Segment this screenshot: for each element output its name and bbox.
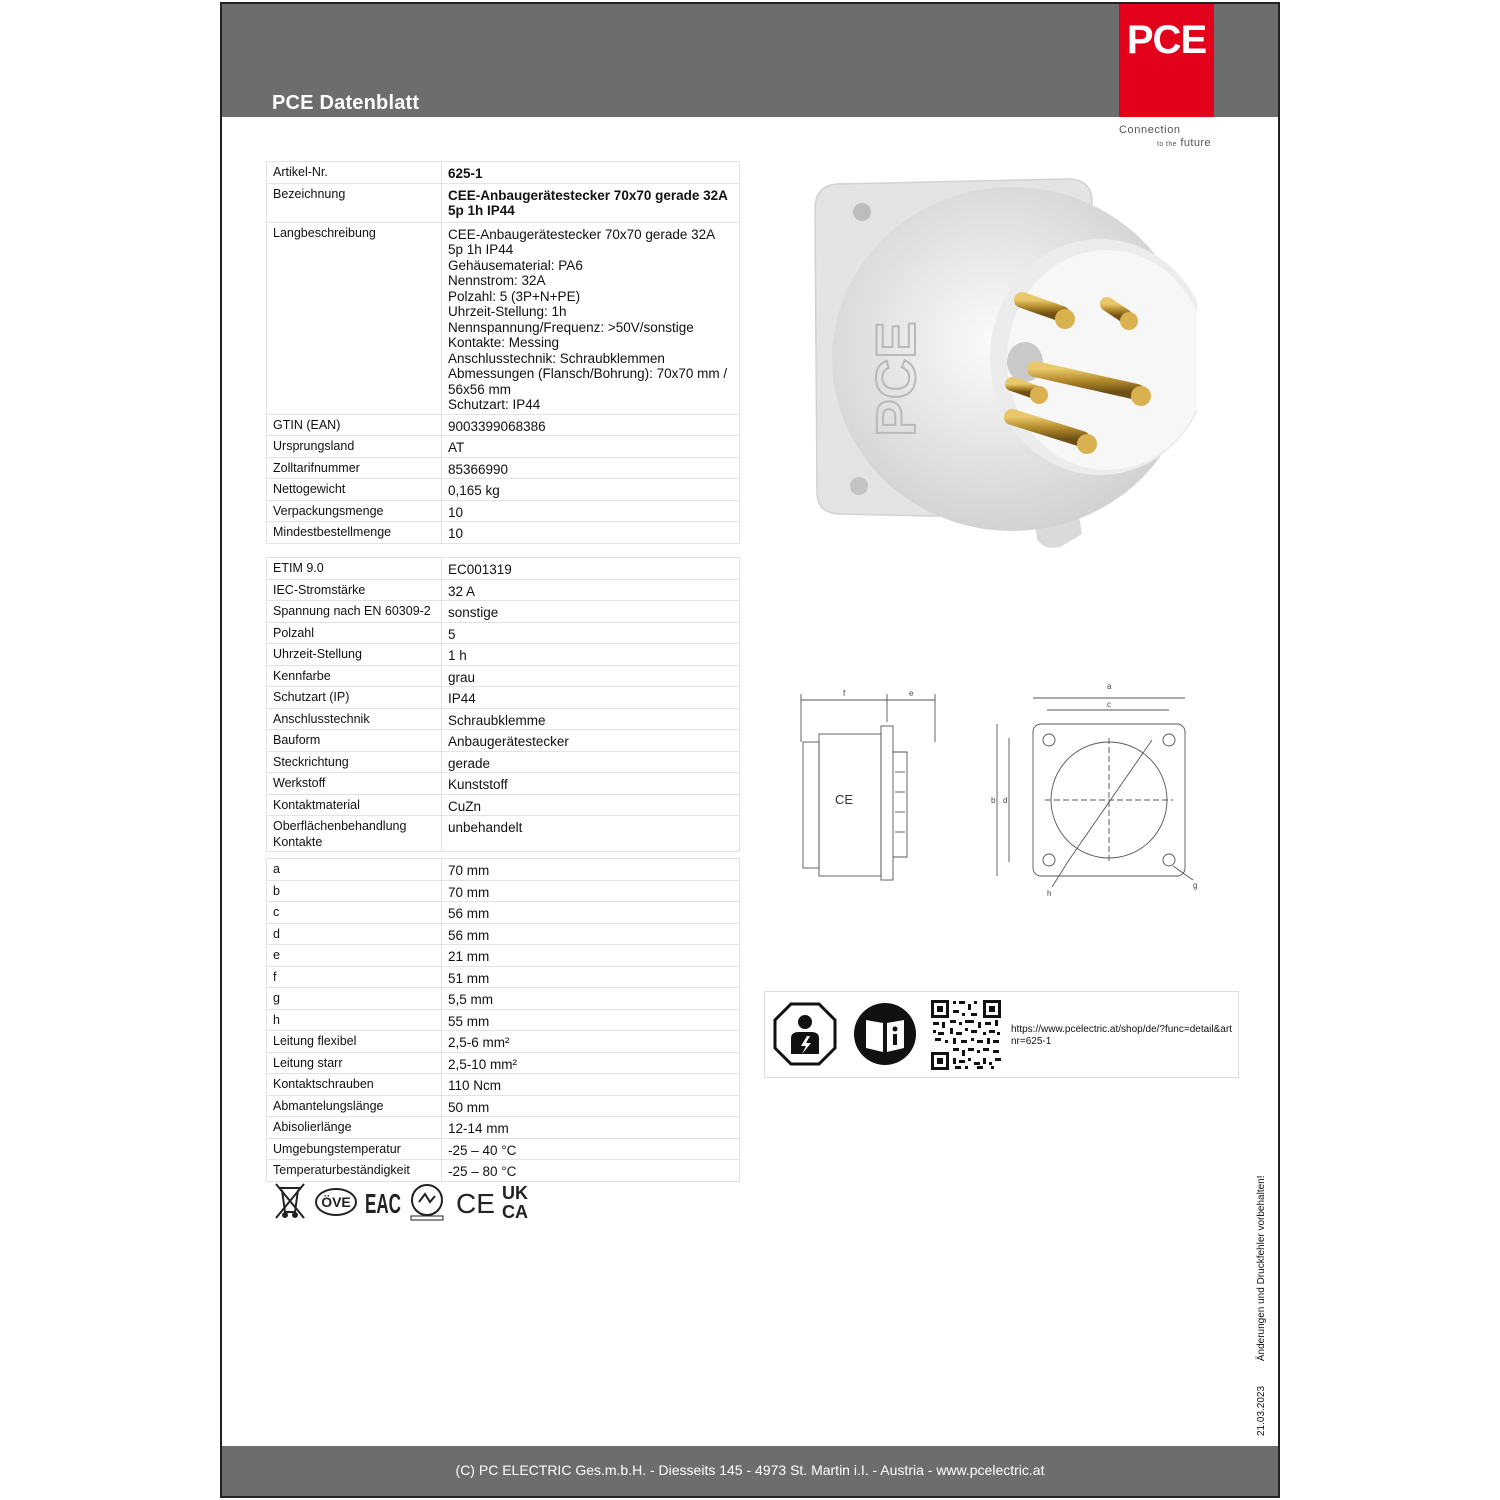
table-row xyxy=(267,923,740,945)
general-table xyxy=(266,161,740,544)
row-label: Uhrzeit-Stellung xyxy=(267,644,442,666)
front-view xyxy=(997,698,1193,887)
row-value: 51 mm xyxy=(442,966,740,988)
hole xyxy=(1163,734,1175,746)
row-value: Anbaugerätestecker xyxy=(442,730,740,752)
row-label: Bauform xyxy=(267,730,442,752)
table-row xyxy=(267,183,740,222)
table-row xyxy=(267,1009,740,1031)
tagline-small: to the xyxy=(1157,141,1177,148)
table-row xyxy=(267,579,740,601)
row-label: Verpackungsmenge xyxy=(267,500,442,522)
electrician-icon xyxy=(775,1004,835,1064)
row-value: grau xyxy=(442,665,740,687)
row-value: -25 – 40 °C xyxy=(442,1138,740,1160)
row-label: a xyxy=(267,859,442,881)
row-label: GTIN (EAN) xyxy=(267,414,442,436)
qr-code-icon[interactable] xyxy=(931,1000,1001,1070)
table-row xyxy=(267,902,740,924)
long-description xyxy=(442,222,740,414)
table-row xyxy=(267,558,740,580)
pin-tip xyxy=(1030,386,1048,404)
row-value: 110 Ncm xyxy=(442,1074,740,1096)
row-value: 70 mm xyxy=(442,859,740,881)
table-row xyxy=(267,1160,740,1182)
row-value: AT xyxy=(442,436,740,458)
desc-line: Polzahl: 5 (3P+N+PE) xyxy=(448,288,581,304)
desc-line: Schutzart: IP44 xyxy=(448,397,541,412)
eac-mark: EAC xyxy=(365,1188,401,1219)
cap xyxy=(803,742,819,868)
pin-block xyxy=(893,752,907,857)
table-row xyxy=(267,644,740,666)
certification-marks xyxy=(272,1180,542,1224)
table-row xyxy=(267,436,740,458)
product-image xyxy=(807,174,1197,554)
table-row xyxy=(267,522,740,544)
row-label: Spannung nach EN 60309-2 xyxy=(267,601,442,623)
row-value: 5 xyxy=(442,622,740,644)
row-value: 32 A xyxy=(442,579,740,601)
row-value: gerade xyxy=(442,751,740,773)
table-row xyxy=(267,773,740,795)
row-label: h xyxy=(267,1009,442,1031)
side-note xyxy=(1256,1175,1267,1436)
lovag-seal-icon xyxy=(411,1185,443,1220)
ce-mark: CE xyxy=(456,1188,495,1219)
weee-bin-icon xyxy=(276,1184,304,1218)
row-label: Werkstoff xyxy=(267,773,442,795)
row-value: 55 mm xyxy=(442,1009,740,1031)
row-value: 1 h xyxy=(442,644,740,666)
tagline-line1: Connection xyxy=(1119,124,1181,136)
row-value: unbehandelt xyxy=(442,816,740,852)
ove-text: ÖVE xyxy=(321,1194,351,1210)
row-label: Bezeichnung xyxy=(267,183,442,222)
row-value: 0,165 kg xyxy=(442,479,740,501)
table-row xyxy=(267,457,740,479)
technical-drawing xyxy=(797,682,1227,907)
ukca-mark-bottom: CA xyxy=(502,1202,528,1222)
table-row xyxy=(267,751,740,773)
desc-line: Uhrzeit-Stellung: 1h xyxy=(448,304,567,319)
table-row xyxy=(267,880,740,902)
manual-icon xyxy=(854,1003,916,1065)
label-d: d xyxy=(1003,796,1008,805)
datasheet-page xyxy=(220,2,1280,1498)
row-label: ETIM 9.0 xyxy=(267,558,442,580)
row-value: IP44 xyxy=(442,687,740,709)
row-value: 70 mm xyxy=(442,880,740,902)
label-h: h xyxy=(1047,889,1052,898)
dimensions-table xyxy=(266,858,740,1182)
row-value: Schraubklemme xyxy=(442,708,740,730)
table-row xyxy=(267,730,740,752)
row-label: e xyxy=(267,945,442,967)
footer-bar xyxy=(222,1446,1278,1498)
pin xyxy=(1107,304,1125,316)
row-value: sonstige xyxy=(442,601,740,623)
desc-line: Gehäusematerial: PA6 xyxy=(448,257,583,273)
desc-line: Nennstrom: 32A xyxy=(448,273,546,288)
row-label: Nettogewicht xyxy=(267,479,442,501)
table-row xyxy=(267,500,740,522)
row-label: Abisolierlänge xyxy=(267,1117,442,1139)
row-label: f xyxy=(267,966,442,988)
row-value: 9003399068386 xyxy=(442,414,740,436)
row-label: d xyxy=(267,923,442,945)
tagline-line2 xyxy=(1157,137,1211,149)
row-value: EC001319 xyxy=(442,558,740,580)
row-label: Polzahl xyxy=(267,622,442,644)
table-row xyxy=(267,1095,740,1117)
row-label: Ursprungsland xyxy=(267,436,442,458)
ukca-mark-top: UK xyxy=(502,1183,528,1203)
table-row xyxy=(267,816,740,852)
row-label: Kontaktmaterial xyxy=(267,794,442,816)
header-bar xyxy=(222,4,1278,117)
label-g: g xyxy=(1193,881,1198,890)
pin-tip xyxy=(1131,386,1151,406)
row-value: 2,5-10 mm² xyxy=(442,1052,740,1074)
label-e: e xyxy=(909,689,914,698)
hole xyxy=(1163,854,1175,866)
row-label: Leitung starr xyxy=(267,1052,442,1074)
row-value: Kunststoff xyxy=(442,773,740,795)
desc-line: Kontakte: Messing xyxy=(448,335,560,350)
desc-line: Nennspannung/Frequenz: >50V/sonstige xyxy=(448,319,694,335)
side-view xyxy=(801,694,935,880)
product-url-link[interactable]: https://www.pcelectric.at/shop/de/?func=detail&artnr=625-1 xyxy=(1011,1024,1232,1047)
row-label: Leitung flexibel xyxy=(267,1031,442,1053)
pin-tip xyxy=(1077,434,1097,454)
pin-tip xyxy=(1055,309,1075,329)
row-label: Zolltarifnummer xyxy=(267,457,442,479)
table-row xyxy=(267,1031,740,1053)
row-value: 10 xyxy=(442,522,740,544)
row-value: 5,5 mm xyxy=(442,988,740,1010)
page-title: PCE Datenblatt xyxy=(272,92,420,114)
row-value: 10 xyxy=(442,500,740,522)
flange-hole xyxy=(853,203,871,221)
hole xyxy=(1043,734,1055,746)
row-label: b xyxy=(267,880,442,902)
row-label: Artikel-Nr. xyxy=(267,162,442,184)
table-row xyxy=(267,601,740,623)
row-value: CuZn xyxy=(442,794,740,816)
flange-side xyxy=(881,726,893,880)
row-value: 625-1 xyxy=(442,162,740,184)
row-label: Anschlusstechnik xyxy=(267,708,442,730)
brand-mark xyxy=(864,321,927,436)
table-row xyxy=(267,988,740,1010)
ove-mark xyxy=(316,1189,356,1215)
row-label: Langbeschreibung xyxy=(267,222,442,414)
desc-line: Abmessungen (Flansch/Bohrung): 70x70 mm / 56x56 mm xyxy=(448,366,728,397)
label-c: c xyxy=(1107,700,1111,709)
table-row xyxy=(267,665,740,687)
row-label: Temperaturbeständigkeit xyxy=(267,1160,442,1182)
brand-mark-text: PCE xyxy=(864,321,927,437)
row-label: Kontaktschrauben xyxy=(267,1074,442,1096)
row-label: g xyxy=(267,988,442,1010)
table-row xyxy=(267,1117,740,1139)
table-row xyxy=(267,222,740,414)
footer-text: (C) PC ELECTRIC Ges.m.b.H. - Diesseits 145 - 4973 St. Martin i.I. - Austria - www.pcelectric.at xyxy=(455,1462,1045,1478)
pin-tip xyxy=(1120,312,1138,330)
label-b: b xyxy=(991,796,996,805)
row-value: 2,5-6 mm² xyxy=(442,1031,740,1053)
leader-line xyxy=(1052,860,1069,887)
row-value: 21 mm xyxy=(442,945,740,967)
row-label: IEC-Stromstärke xyxy=(267,579,442,601)
row-label: Schutzart (IP) xyxy=(267,687,442,709)
info-box xyxy=(764,991,1239,1078)
table-row xyxy=(267,945,740,967)
hole xyxy=(1043,854,1055,866)
row-label: Oberflächenbehandlung Kontakte xyxy=(267,816,442,852)
table-row xyxy=(267,162,740,184)
label-f: f xyxy=(843,689,846,698)
row-label: Umgebungstemperatur xyxy=(267,1138,442,1160)
table-row xyxy=(267,414,740,436)
row-value: 85366990 xyxy=(442,457,740,479)
table-row xyxy=(267,859,740,881)
table-row xyxy=(267,1052,740,1074)
label-a: a xyxy=(1107,682,1112,691)
table-row xyxy=(267,708,740,730)
flange-hole xyxy=(850,477,868,495)
row-value: CEE-Anbaugerätestecker 70x70 gerade 32A 5p 1h IP44 xyxy=(442,183,740,222)
tagline-future: future xyxy=(1180,137,1211,149)
desc-line: CEE-Anbaugerätestecker 70x70 gerade 32A 5p 1h IP44 xyxy=(448,226,715,257)
logo-text: PCE xyxy=(1126,18,1207,62)
side-note-text: Änderungen und Druckfehler vorbehalten! xyxy=(1256,1175,1267,1362)
info-icons xyxy=(765,992,1005,1077)
row-label: Abmantelungslänge xyxy=(267,1095,442,1117)
row-value: 12-14 mm xyxy=(442,1117,740,1139)
row-value: 56 mm xyxy=(442,923,740,945)
row-value: -25 – 80 °C xyxy=(442,1160,740,1182)
table-row xyxy=(267,966,740,988)
row-label: Steckrichtung xyxy=(267,751,442,773)
side-note-date: 21.03.2023 xyxy=(1256,1385,1267,1436)
pce-logo xyxy=(1119,4,1214,117)
table-row xyxy=(267,687,740,709)
table-row xyxy=(267,1138,740,1160)
table-row xyxy=(267,622,740,644)
table-row xyxy=(267,479,740,501)
row-value: 50 mm xyxy=(442,1095,740,1117)
table-row xyxy=(267,1074,740,1096)
table-row xyxy=(267,794,740,816)
row-label: c xyxy=(267,902,442,924)
desc-line: Anschlusstechnik: Schraubklemmen xyxy=(448,350,665,366)
row-label: Kennfarbe xyxy=(267,665,442,687)
row-value: 56 mm xyxy=(442,902,740,924)
leader-line xyxy=(1173,866,1193,880)
drawing-ce-mark: CE xyxy=(835,792,854,807)
etim-table xyxy=(266,557,740,852)
row-label: Mindestbestellmenge xyxy=(267,522,442,544)
